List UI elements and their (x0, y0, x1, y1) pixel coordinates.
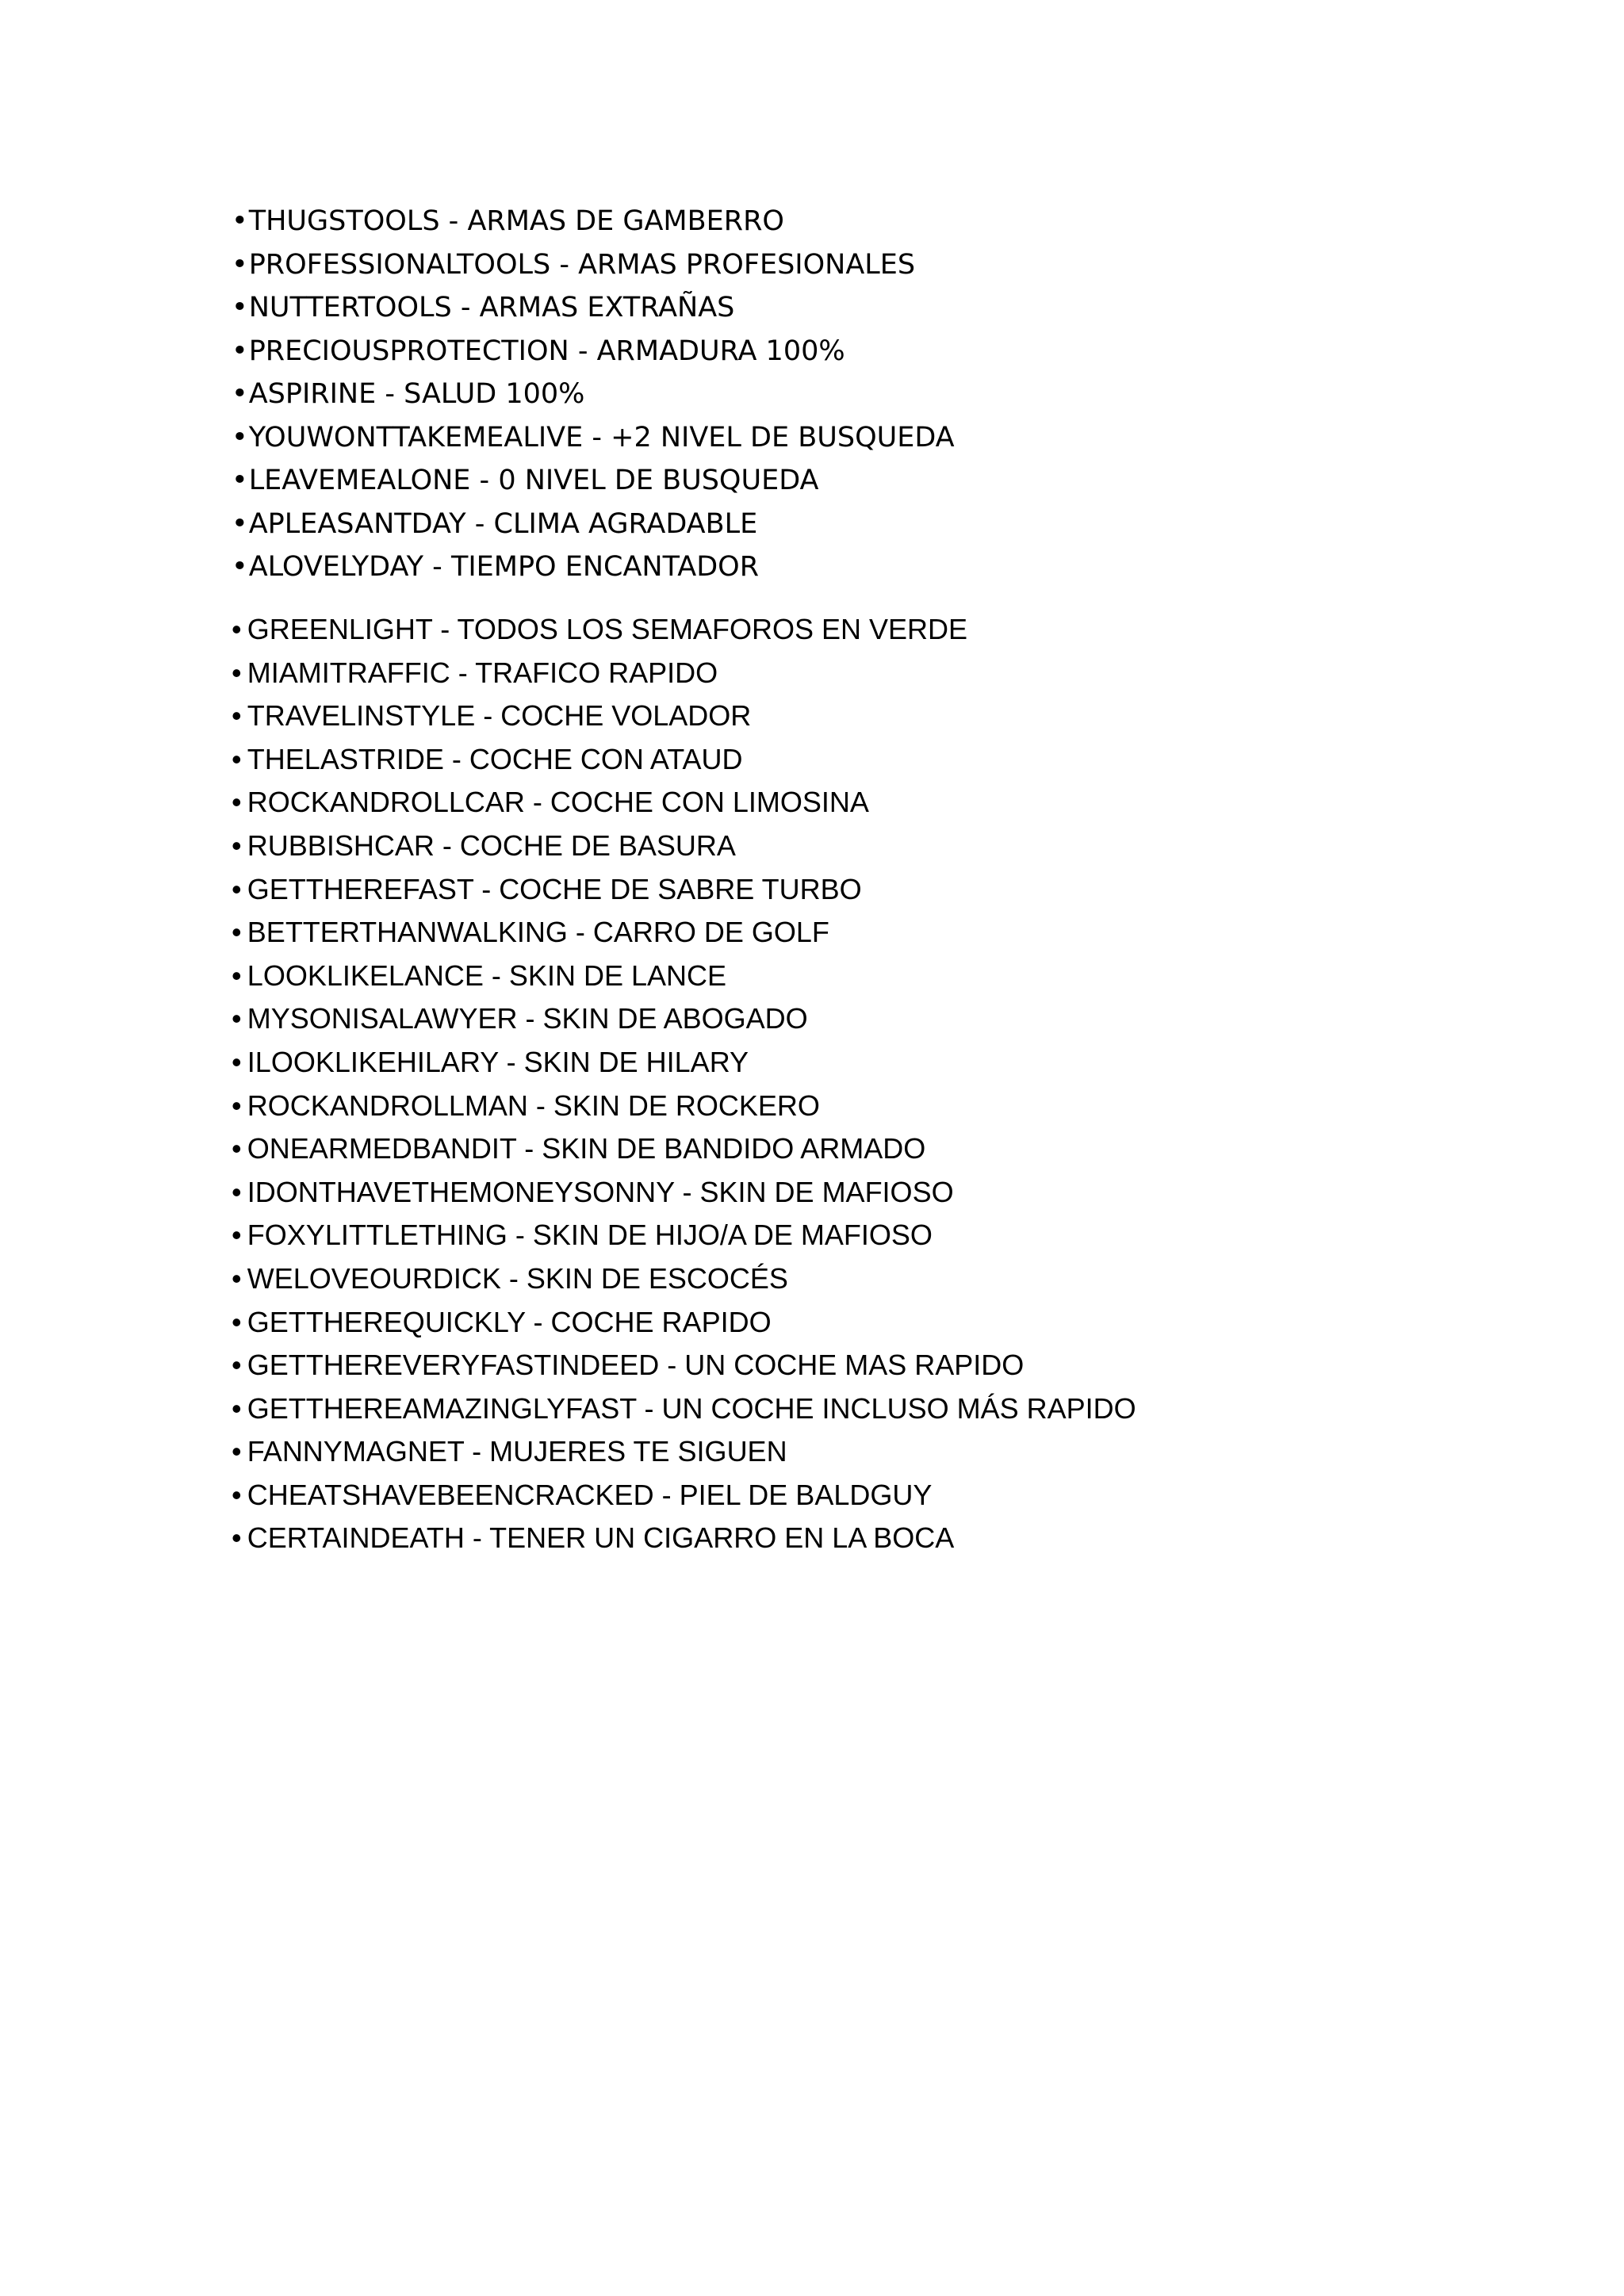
bullet-icon: • (232, 378, 248, 410)
cheat-list-item: •LEAVEMEALONE - 0 NIVEL DE BUSQUEDA (232, 459, 1500, 503)
cheat-code: CERTAINDEATH (247, 1521, 465, 1555)
cheat-effect: SKIN DE BANDIDO ARMADO (542, 1132, 926, 1165)
cheat-list-item: •PRECIOUSPROTECTION - ARMADURA 100% (232, 330, 1500, 373)
cheat-code: LOOKLIKELANCE (247, 959, 484, 992)
cheat-code: THUGSTOOLS (248, 205, 440, 237)
cheat-list-item: •ASPIRINE - SALUD 100% (232, 373, 1500, 416)
cheat-effect: COCHE CON LIMOSINA (550, 786, 869, 819)
cheat-list-item: •THUGSTOOLS - ARMAS DE GAMBERRO (232, 200, 1500, 243)
cheat-code: MYSONISALAWYER (247, 1002, 518, 1035)
bullet-icon: • (232, 828, 242, 862)
cheat-list-vehicles-skins (232, 608, 1500, 1560)
cheat-code: LEAVEMEALONE (248, 465, 471, 496)
cheat-list-item: • TRAVELINSTYLE - COCHE VOLADOR (232, 695, 1500, 738)
cheat-list-item: •PROFESSIONALTOOLS - ARMAS PROFESIONALES (232, 243, 1500, 287)
cheat-effect: COCHE CON ATAUD (469, 742, 743, 775)
cheat-effect: TENER UN CIGARRO EN LA BOCA (489, 1521, 955, 1555)
bullet-icon: • (232, 1435, 242, 1468)
bullet-icon: • (232, 916, 242, 949)
cheat-code: ROCKANDROLLCAR (247, 786, 525, 819)
cheat-effect: SKIN DE ABOGADO (542, 1002, 808, 1035)
cheat-effect: MUJERES TE SIGUEN (489, 1435, 787, 1468)
cheat-code: GETTHEREQUICKLY (247, 1305, 526, 1338)
cheat-code: GREENLIGHT (247, 613, 433, 645)
cheat-effect: ARMAS PROFESIONALES (578, 248, 916, 281)
cheat-effect: COCHE DE SABRE TURBO (499, 872, 862, 905)
cheat-code: CHEATSHAVEBEENCRACKED (247, 1478, 654, 1511)
bullet-icon: • (232, 465, 248, 496)
bullet-icon: • (232, 786, 242, 819)
cheat-effect: COCHE VOLADOR (500, 699, 752, 733)
cheat-effect: SKIN DE LANCE (508, 959, 726, 992)
cheat-list-item: • GETTHEREFAST - COCHE DE SABRE TURBO (232, 868, 1500, 912)
bullet-icon: • (232, 551, 248, 583)
bullet-icon: • (232, 421, 248, 453)
bullet-icon: • (232, 1219, 242, 1252)
cheat-list-item: • MYSONISALAWYER - SKIN DE ABOGADO (232, 997, 1500, 1041)
cheat-code: GETTHEREAMAZINGLYFAST (247, 1391, 637, 1425)
bullet-icon: • (232, 1391, 242, 1425)
cheat-list-item: •APLEASANTDAY - CLIMA AGRADABLE (232, 503, 1500, 546)
cheat-effect: TRAFICO RAPIDO (475, 656, 718, 689)
cheat-list-item: • GETTHEREVERYFASTINDEED - UN COCHE MAS RAPIDO (232, 1344, 1500, 1387)
bullet-icon: • (232, 1002, 242, 1035)
cheat-effect: SKIN DE ESCOCÉS (526, 1261, 788, 1295)
cheat-list-item: •ALOVELYDAY - TIEMPO ENCANTADOR (232, 545, 1500, 589)
cheat-code: NUTTERTOOLS (248, 292, 452, 323)
cheat-code: MIAMITRAFFIC (247, 656, 450, 689)
cheat-effect: TIEMPO ENCANTADOR (450, 551, 760, 583)
cheat-code: APLEASANTDAY (248, 507, 466, 540)
bullet-icon: • (232, 248, 248, 281)
cheat-list-item: • LOOKLIKELANCE - SKIN DE LANCE (232, 955, 1500, 998)
cheat-effect: TODOS LOS SEMAFOROS EN VERDE (457, 613, 967, 645)
cheat-code: ROCKANDROLLMAN (247, 1089, 528, 1122)
cheat-list-item: • THELASTRIDE - COCHE CON ATAUD (232, 738, 1500, 782)
cheat-effect: CARRO DE GOLF (592, 916, 829, 949)
cheat-code: ASPIRINE (248, 378, 377, 410)
cheat-list-item: • FANNYMAGNET - MUJERES TE SIGUEN (232, 1430, 1500, 1474)
cheat-code: RUBBISHCAR (247, 828, 435, 862)
cheat-code: FANNYMAGNET (247, 1435, 465, 1468)
cheat-effect: ARMADURA 100% (596, 335, 845, 367)
cheat-effect: SKIN DE HILARY (523, 1045, 749, 1078)
bullet-icon: • (232, 1261, 242, 1295)
cheat-code: PROFESSIONALTOOLS (248, 248, 551, 281)
bullet-icon: • (232, 872, 242, 905)
cheat-effect: SALUD 100% (404, 378, 585, 410)
cheat-list-item: • FOXYLITTLETHING - SKIN DE HIJO/A DE MAFIOSO (232, 1214, 1500, 1257)
cheat-list-item: • IDONTHAVETHEMONEYSONNY - SKIN DE MAFIOSO (232, 1171, 1500, 1215)
cheat-code: YOUWONTTAKEMEALIVE (248, 421, 584, 453)
cheat-code: FOXYLITTLETHING (247, 1219, 508, 1252)
cheat-effect: SKIN DE HIJO/A DE MAFIOSO (532, 1219, 933, 1252)
cheat-list-item: • GETTHEREAMAZINGLYFAST - UN COCHE INCLUSO MÁS RAPIDO (232, 1387, 1500, 1431)
cheat-effect: +2 NIVEL DE BUSQUEDA (611, 421, 955, 453)
bullet-icon: • (232, 1349, 242, 1382)
bullet-icon: • (232, 507, 248, 540)
cheat-list-item: • MIAMITRAFFIC - TRAFICO RAPIDO (232, 652, 1500, 695)
bullet-icon: • (232, 205, 248, 237)
cheat-effect: SKIN DE ROCKERO (553, 1089, 820, 1122)
cheat-code: WELOVEOURDICK (247, 1261, 501, 1295)
cheat-code: TRAVELINSTYLE (247, 699, 476, 733)
bullet-icon: • (232, 1521, 242, 1555)
cheat-list-item: •YOUWONTTAKEMEALIVE - +2 NIVEL DE BUSQUEDA (232, 416, 1500, 460)
cheat-list-weapons-health (232, 200, 1500, 589)
cheat-code: ILOOKLIKEHILARY (247, 1045, 499, 1078)
bullet-icon: • (232, 959, 242, 992)
cheat-list-item: • GREENLIGHT - TODOS LOS SEMAFOROS EN VERDE (232, 608, 1500, 652)
cheat-list-item: • ROCKANDROLLMAN - SKIN DE ROCKERO (232, 1085, 1500, 1128)
cheat-list-item: • BETTERTHANWALKING - CARRO DE GOLF (232, 911, 1500, 955)
cheat-effect: COCHE RAPIDO (550, 1305, 772, 1338)
bullet-icon: • (232, 1089, 242, 1122)
bullet-icon: • (232, 1132, 242, 1165)
cheat-effect: UN COCHE MAS RAPIDO (684, 1349, 1025, 1382)
cheat-effect: UN COCHE INCLUSO MÁS RAPIDO (661, 1391, 1136, 1425)
cheat-list-item: • RUBBISHCAR - COCHE DE BASURA (232, 825, 1500, 868)
cheat-effect: ARMAS EXTRAÑAS (479, 292, 735, 323)
cheat-list-item: •NUTTERTOOLS - ARMAS EXTRAÑAS (232, 286, 1500, 330)
cheat-code: BETTERTHANWALKING (247, 916, 568, 949)
cheat-code: THELASTRIDE (247, 742, 444, 775)
cheat-list-item: • ONEARMEDBANDIT - SKIN DE BANDIDO ARMADO (232, 1127, 1500, 1171)
cheat-code: PRECIOUSPROTECTION (248, 335, 569, 367)
cheat-code: GETTHEREVERYFASTINDEED (247, 1349, 660, 1382)
cheat-list-item: • ROCKANDROLLCAR - COCHE CON LIMOSINA (232, 781, 1500, 825)
bullet-icon: • (232, 1305, 242, 1338)
bullet-icon: • (232, 699, 242, 733)
cheat-effect: 0 NIVEL DE BUSQUEDA (498, 465, 819, 496)
bullet-icon: • (232, 335, 248, 367)
cheat-list-item: • CERTAINDEATH - TENER UN CIGARRO EN LA BOCA (232, 1517, 1500, 1560)
cheat-list-item: • CHEATSHAVEBEENCRACKED - PIEL DE BALDGUY (232, 1474, 1500, 1517)
cheat-effect: CLIMA AGRADABLE (493, 507, 758, 540)
cheat-list-item: • WELOVEOURDICK - SKIN DE ESCOCÉS (232, 1257, 1500, 1301)
bullet-icon: • (232, 292, 248, 323)
bullet-icon: • (232, 656, 242, 689)
cheat-list-item: • GETTHEREQUICKLY - COCHE RAPIDO (232, 1301, 1500, 1345)
bullet-icon: • (232, 1175, 242, 1208)
cheat-effect: SKIN DE MAFIOSO (699, 1175, 954, 1208)
cheat-list-item: • ILOOKLIKEHILARY - SKIN DE HILARY (232, 1041, 1500, 1085)
cheat-code: GETTHEREFAST (247, 872, 474, 905)
cheat-code: ALOVELYDAY (248, 551, 424, 583)
cheat-code: IDONTHAVETHEMONEYSONNY (247, 1175, 675, 1208)
cheat-effect: ARMAS DE GAMBERRO (467, 205, 784, 237)
cheat-code: ONEARMEDBANDIT (247, 1132, 517, 1165)
cheat-effect: COCHE DE BASURA (459, 828, 736, 862)
bullet-icon: • (232, 1045, 242, 1078)
bullet-icon: • (232, 742, 242, 775)
cheat-effect: PIEL DE BALDGUY (679, 1478, 933, 1511)
bullet-icon: • (232, 613, 242, 645)
bullet-icon: • (232, 1478, 242, 1511)
